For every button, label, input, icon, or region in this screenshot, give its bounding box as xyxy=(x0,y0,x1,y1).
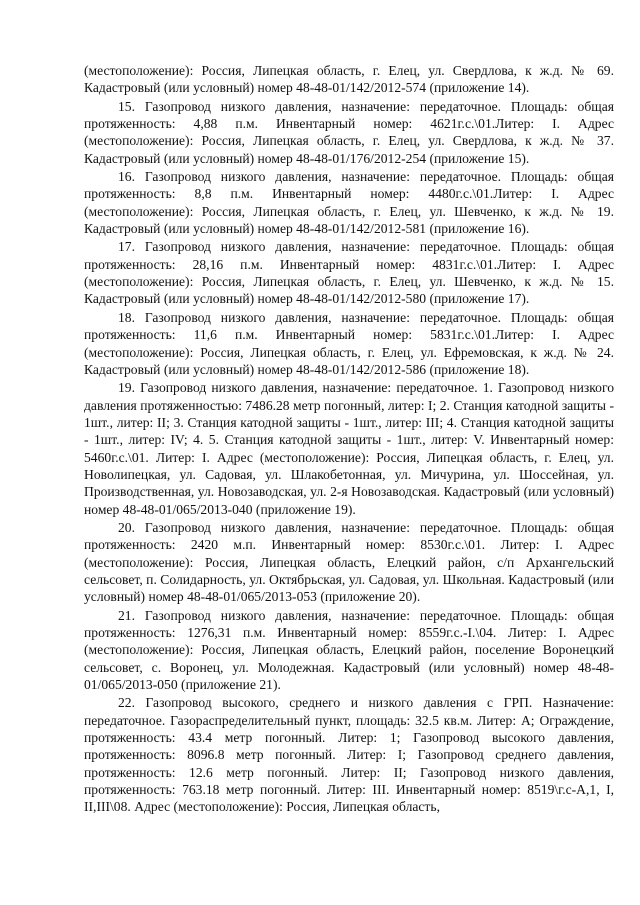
paragraph-item-20: 20. Газопровод низкого давления, назначение: передаточное. Площадь: общая протяженность: 2420 м.п. Инвентарный номер: 8530г.с.\01. Литер: I. Адрес (местоположение): Россия, Липецкая область, Елецкий район, с/п Архангельский сельсовет, п. Солидарность, ул. Октябрьская, ул. Садовая, ул. Школьная. Кадастровый (или условный) номер 48-48-01/065/2013-053 (приложение 20). xyxy=(84,519,614,605)
paragraph-continuation: (местоположение): Россия, Липецкая область, г. Елец, ул. Свердлова, к ж.д. № 69. Кадастровый (или условный) номер 48-48-01/142/2012-574 (приложение 14). xyxy=(84,63,614,96)
paragraph-item-16: 16. Газопровод низкого давления, назначение: передаточное. Площадь: общая протяженность: 8,8 п.м. Инвентарный номер: 4480г.с.\01.Литер: I. Адрес (местоположение): Россия, Липецкая область, г. Елец, ул. Шевченко, к ж.д. № 19. Кадастровый (или условный) номер 48-48-01/142/2012-581 (приложение 16). xyxy=(84,169,614,237)
paragraph-item-22: 22. Газопровод высокого, среднего и низкого давления с ГРП. Назначение: передаточное. Газораспределительный пункт, площадь: 32.5 кв.м. Литер: А; Ограждение, протяженность: 43.4 метр погонный. Литер: 1; Газопровод высокого давления, протяженность: 8096.8 метр погонный. Литер: I; Газопровод среднего давления, протяженность: 12.6 метр погонный. Литер: II; Газопровод низкого давления, протяженность: 763.18 метр погонный. Литер: III. Инвентарный номер: 8519\г.с-А,1, I, II,III\08. Адрес (местоположение): Россия, Липецкая область, xyxy=(84,695,614,815)
paragraph-item-21: 21. Газопровод низкого давления, назначение: передаточное. Площадь: общая протяженность: 1276,31 п.м. Инвентарный номер: 8559г.с.-I.\04. Литер: I. Адрес (местоположение): Россия, Липецкая область, Елецкий район, поселение Воронецкий сельсовет, с. Воронец, ул. Молодежная. Кадастровый (или условный) номер 48-48-01/065/2013-050 (приложение 21). xyxy=(84,607,614,693)
document-body xyxy=(84,62,614,816)
paragraph-item-15: 15. Газопровод низкого давления, назначение: передаточное. Площадь: общая протяженность: 4,88 п.м. Инвентарный номер: 4621г.с.\01.Литер: I. Адрес (местоположение): Россия, Липецкая область, г. Елец, ул. Свердлова, к ж.д. № 37. Кадастровый (или условный) номер 48-48-01/176/2012-254 (приложение 15). xyxy=(84,98,614,166)
paragraph-item-17: 17. Газопровод низкого давления, назначение: передаточное. Площадь: общая протяженность: 28,16 п.м. Инвентарный номер: 4831г.с.\01.Литер: I. Адрес (местоположение): Россия, Липецкая область, г. Елец, ул. Шевченко, к ж.д. № 15. Кадастровый (или условный) номер 48-48-01/142/2012-580 (приложение 17). xyxy=(84,239,614,307)
paragraph-item-18: 18. Газопровод низкого давления, назначение: передаточное. Площадь: общая протяженность: 11,6 п.м. Инвентарный номер: 5831г.с.\01.Литер: I. Адрес (местоположение): Россия, Липецкая область, г. Елец, ул. Ефремовская, к ж.д. № 24. Кадастровый (или условный) номер 48-48-01/142/2012-586 (приложение 18). xyxy=(84,309,614,377)
paragraph-item-19: 19. Газопровод низкого давления, назначение: передаточное. 1. Газопровод низкого давления протяженностью: 7486.28 метр погонный, литер: I; 2. Станция катодной защиты - 1шт., литер: II; 3. Станция катодной защиты - 1шт., литер: III; 4. Станция катодной защиты - 1шт., литер: IV; 4. 5. Станция катодной защиты - 1шт., литер: V. Инвентарный номер: 5460г.с.\01. Литер: I. Адрес (местоположение): Россия, Липецкая область, г. Елец, ул. Новолипецкая, ул. Садовая, ул. Шлакобетонная, ул. Мичурина, ул. Шоссейная, ул. Производственная, ул. Новозаводская, ул. 2-я Новозаводская. Кадастровый (или условный) номер 48-48-01/065/2013-040 (приложение 19). xyxy=(84,380,614,517)
